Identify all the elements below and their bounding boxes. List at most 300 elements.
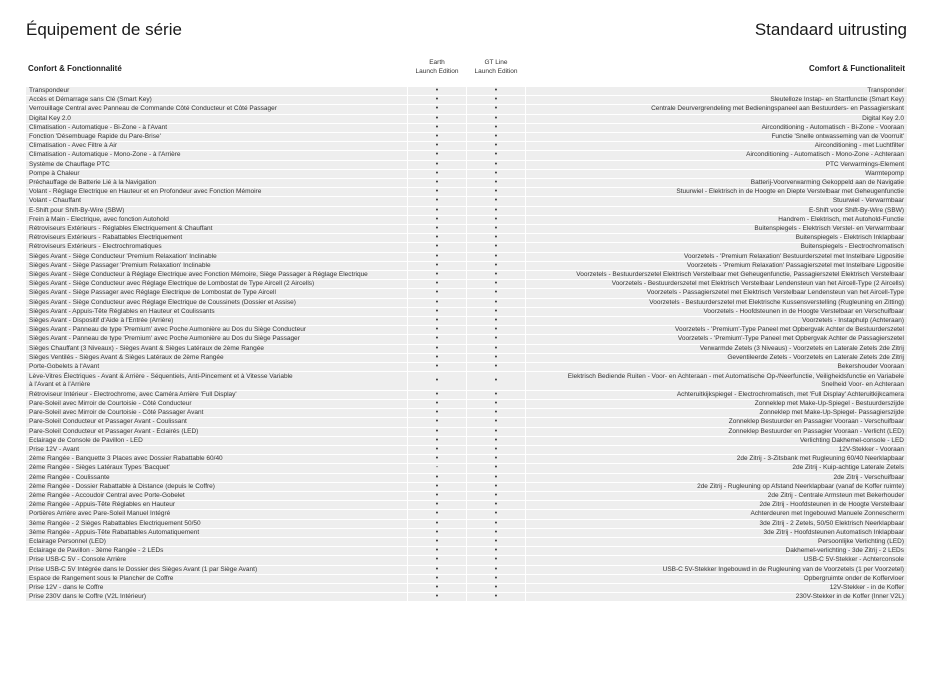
feature-nl: Bekershouder Vooraan — [837, 363, 904, 371]
earth-availability: • — [408, 161, 467, 169]
gt-line-availability: • — [467, 326, 526, 334]
page-title-fr: Équipement de série — [26, 20, 182, 39]
gt-line-availability: • — [467, 151, 526, 159]
feature-fr: Frein à Main - Électrique, avec fonction Autohold — [29, 215, 169, 223]
feature-nl: Buitenspiegels - Elektrisch Inklapbaar — [795, 234, 904, 242]
gt-line-availability: • — [467, 464, 526, 472]
feature-nl-cell — [526, 529, 907, 537]
earth-availability: • — [408, 575, 467, 583]
feature-fr-cell — [26, 584, 408, 592]
table-row — [26, 289, 907, 297]
feature-fr-cell — [26, 96, 408, 104]
feature-fr-cell — [26, 354, 408, 362]
earth-availability: • — [408, 133, 467, 141]
feature-fr-cell — [26, 409, 408, 417]
gt-line-availability: • — [467, 197, 526, 205]
feature-nl-cell — [526, 280, 907, 288]
gt-line-availability: • — [467, 437, 526, 445]
feature-nl-cell — [526, 418, 907, 426]
feature-fr: 2ème Rangée - Banquette 3 Places avec Dossier Rabattable 60/40 — [29, 455, 223, 463]
feature-fr: Sièges Avant - Siège Passager 'Premium Relaxation' Inclinable — [29, 261, 211, 269]
feature-nl-cell — [526, 124, 907, 132]
gt-line-availability: • — [467, 345, 526, 353]
table-row — [26, 529, 907, 537]
earth-availability: • — [408, 354, 467, 362]
feature-nl: 12V-Stekker - in de Koffer — [829, 583, 904, 591]
feature-nl-cell — [526, 335, 907, 343]
feature-fr: Accès et Démarrage sans Clé (Smart Key) — [29, 96, 152, 104]
gt-line-availability: • — [467, 280, 526, 288]
table-row — [26, 299, 907, 307]
feature-fr-cell — [26, 280, 408, 288]
feature-fr: Climatisation - Avec Filtre à Air — [29, 142, 118, 150]
table-row — [26, 161, 907, 169]
table-row — [26, 400, 907, 408]
feature-nl-cell — [526, 492, 907, 500]
feature-fr-cell — [26, 317, 408, 325]
feature-nl-cell — [526, 115, 907, 123]
feature-fr: Rétroviseurs Extérieurs - Électrochromatiques — [29, 243, 162, 251]
gt-line-availability: • — [467, 593, 526, 601]
column-header-gt-line1: GT Line — [484, 59, 508, 66]
feature-fr-cell — [26, 188, 408, 196]
earth-availability: • — [408, 271, 467, 279]
table-row — [26, 280, 907, 288]
gt-line-availability: • — [467, 299, 526, 307]
feature-fr: Pare-Soleil avec Mirroir de Courtoisie - Côté Passager Avant — [29, 409, 204, 417]
feature-nl-cell — [526, 262, 907, 270]
feature-nl-cell — [526, 142, 907, 150]
feature-nl-cell — [526, 243, 907, 251]
gt-line-availability: • — [467, 105, 526, 113]
feature-nl-cell — [526, 345, 907, 353]
feature-nl-cell — [526, 464, 907, 472]
earth-availability: • — [408, 400, 467, 408]
gt-line-availability: • — [467, 510, 526, 518]
feature-nl: 12V-Stekker - Vooraan — [838, 445, 904, 453]
feature-nl: Zonneklep met Make-Up-Spiegel - Bestuurderszijde — [754, 399, 904, 407]
feature-nl: USB-C 5V-Stekker - Achterconsole — [803, 556, 904, 564]
feature-fr: 2ème Rangée - Accoudoir Central avec Porte-Gobelet — [29, 491, 185, 499]
feature-fr: Prise 12V - dans le Coffre — [29, 583, 104, 591]
feature-fr: Sièges Avant - Panneau de type 'Premium' avec Poche Aumonière au Dos du Siège Conducteur — [29, 326, 306, 334]
feature-nl-cell — [526, 96, 907, 104]
feature-fr-cell — [26, 253, 408, 261]
table-row — [26, 418, 907, 426]
feature-nl: Achterdeuren met Ingebouwd Manuele Zonnescherm — [750, 510, 904, 518]
feature-fr-cell — [26, 207, 408, 215]
table-row — [26, 474, 907, 482]
table-row — [26, 428, 907, 436]
feature-fr-cell — [26, 115, 408, 123]
feature-nl-cell — [526, 225, 907, 233]
feature-nl: Airconditioning - met Luchtfilter — [814, 142, 904, 150]
table-row — [26, 593, 907, 601]
gt-line-availability: • — [467, 575, 526, 583]
feature-fr: E-Shift pour Shift-By-Wire (SBW) — [29, 206, 125, 214]
table-row — [26, 308, 907, 316]
earth-availability: • — [408, 87, 467, 95]
gt-line-availability: • — [467, 372, 526, 389]
feature-fr-cell — [26, 391, 408, 399]
gt-line-availability: • — [467, 363, 526, 371]
earth-availability: • — [408, 326, 467, 334]
table-row — [26, 243, 907, 251]
feature-fr-cell — [26, 262, 408, 270]
feature-nl: Voorzetels - 'Premium Relaxation' Passagierszetel met Instelbare Ligpositie — [686, 261, 904, 269]
gt-line-availability: • — [467, 243, 526, 251]
feature-fr: Pare-Soleil avec Mirroir de Courtoisie - Côté Conducteur — [29, 399, 192, 407]
feature-fr-cell — [26, 345, 408, 353]
table-row — [26, 197, 907, 205]
feature-fr-cell — [26, 289, 408, 297]
gt-line-availability: • — [467, 253, 526, 261]
table-row — [26, 105, 907, 113]
feature-fr-cell — [26, 529, 408, 537]
column-header-earth — [408, 58, 466, 76]
earth-availability: • — [408, 418, 467, 426]
gt-line-availability: • — [467, 96, 526, 104]
table-row — [26, 345, 907, 353]
feature-fr: Sièges Avant - Siège Passager avec Réglage Électrique de Lombostat de Type Aircell — [29, 289, 276, 297]
feature-nl: 2de Zitrij - 3-Zitsbank met Rugleuning 60/40 Neerklapbaar — [736, 455, 904, 463]
gt-line-availability: • — [467, 170, 526, 178]
feature-fr: Sièges Avant - Siège Conducteur avec Réglage Électrique de Lombostat de Type Aircell (2 Aircells) — [29, 280, 315, 288]
table-header — [26, 58, 907, 82]
feature-nl-cell — [526, 400, 907, 408]
feature-nl: Centrale Deurvergrendeling met Bedieningspaneel aan Bestuurders- en Passagierskant — [651, 105, 904, 113]
feature-fr: 2ème Rangée - Sièges Latéraux Types 'Bacquet' — [29, 464, 170, 472]
feature-nl-cell — [526, 87, 907, 95]
gt-line-availability: • — [467, 556, 526, 564]
table-row — [26, 584, 907, 592]
table-row — [26, 363, 907, 371]
feature-fr: Sièges Avant - Siège Conducteur avec Réglage Électrique de Coussinets (Dossier et Assise) — [29, 298, 296, 306]
gt-line-availability: • — [467, 391, 526, 399]
earth-availability: • — [408, 289, 467, 297]
feature-nl: 230V-Stekker in de Koffer (Inner V2L) — [795, 593, 904, 601]
feature-nl: Opbergruimte onder de Koffervloer — [803, 574, 904, 582]
feature-fr: Fonction 'Désembuage Rapide du Pare-Brise' — [29, 133, 161, 141]
gt-line-availability: • — [467, 133, 526, 141]
section-title-fr: Confort & Fonctionnalité — [28, 64, 122, 73]
feature-nl: Dakhemel-verlichting - 3de Zitrij - 2 LEDs — [785, 547, 904, 555]
feature-nl: Batterij-Voorverwarming Gekoppeld aan de Navigatie — [750, 179, 904, 187]
feature-nl-cell — [526, 510, 907, 518]
feature-fr-line2: à l'Avant et à l'Arrière — [29, 380, 91, 388]
earth-availability: • — [408, 483, 467, 491]
earth-availability: • — [408, 547, 467, 555]
gt-line-availability: • — [467, 262, 526, 270]
feature-fr: Lève-Vitres Électriques - Avant & Arrière - Séquentiels, Anti-Pincement et à Vitesse Variable — [29, 372, 293, 380]
gt-line-availability: • — [467, 142, 526, 150]
feature-fr: 3ème Rangée - 2 Sièges Rabattables Électriquement 50/50 — [29, 519, 201, 527]
table-row — [26, 547, 907, 555]
feature-fr: Portières Arrière avec Pare-Soleil Manuel Intégré — [29, 510, 171, 518]
earth-availability: • — [408, 455, 467, 463]
feature-nl: Stuurwiel - Verwarmbaar — [832, 197, 904, 205]
feature-fr-cell — [26, 428, 408, 436]
earth-availability: • — [408, 197, 467, 205]
earth-availability: • — [408, 216, 467, 224]
feature-nl-cell — [526, 317, 907, 325]
earth-availability: • — [408, 437, 467, 445]
feature-fr-cell — [26, 105, 408, 113]
earth-availability: • — [408, 151, 467, 159]
table-row — [26, 391, 907, 399]
feature-fr: Volant - Réglage Électrique en Hauteur et en Profondeur avec Fonction Mémoire — [29, 188, 262, 196]
column-header-earth-line1: Earth — [429, 59, 445, 66]
earth-availability: • — [408, 207, 467, 215]
feature-nl-cell — [526, 354, 907, 362]
feature-fr-cell — [26, 520, 408, 528]
gt-line-availability: • — [467, 409, 526, 417]
feature-fr: Transpondeur — [29, 87, 70, 94]
feature-fr-cell — [26, 308, 408, 316]
feature-fr: 2ème Rangée - Coulissante — [29, 473, 110, 481]
gt-line-availability: • — [467, 207, 526, 215]
gt-line-availability: • — [467, 446, 526, 454]
feature-nl-cell — [526, 575, 907, 583]
earth-availability: - — [408, 464, 467, 472]
feature-fr: Espace de Rangement sous le Plancher de Coffre — [29, 574, 174, 582]
feature-fr: Éclairage Personnel (LED) — [29, 537, 106, 545]
feature-nl: Voorzetels - 'Premium'-Type Paneel met Opbergvak Achter de Bestuurderszetel — [674, 326, 904, 334]
table-row — [26, 216, 907, 224]
feature-fr: Sièges Avant - Panneau de type 'Premium' avec Poche Aumonière au Dos du Siège Passager — [29, 335, 300, 343]
earth-availability: • — [408, 115, 467, 123]
feature-nl: Functie 'Snelle ontwasseming van de Voorruit' — [771, 133, 904, 141]
feature-nl-cell — [526, 501, 907, 509]
earth-availability: • — [408, 142, 467, 150]
earth-availability: • — [408, 593, 467, 601]
table-row — [26, 455, 907, 463]
table-row — [26, 556, 907, 564]
feature-nl-cell — [526, 566, 907, 574]
feature-fr: Pompe à Chaleur — [29, 169, 80, 177]
feature-fr: Sièges Avant - Siège Conducteur 'Premium Relaxation' Inclinable — [29, 252, 217, 260]
feature-fr-cell — [26, 299, 408, 307]
feature-nl-cell — [526, 363, 907, 371]
gt-line-availability: • — [467, 124, 526, 132]
feature-nl: 3de Zitrij - Hoofdsteunen Automatisch Inklapbaar — [763, 528, 904, 536]
feature-fr-cell — [26, 593, 408, 601]
feature-nl: 3de Zitrij - 2 Zetels, 50/50 Elektrisch Neerklapbaar — [759, 519, 904, 527]
feature-fr: Rétroviseurs Extérieurs - Réglables Électriquement & Chauffant — [29, 225, 213, 233]
earth-availability: • — [408, 492, 467, 500]
feature-fr-cell — [26, 335, 408, 343]
feature-nl-cell — [526, 271, 907, 279]
feature-nl: Geventileerde Zetels - Voorzetels en Laterale Zetels 2de Zitrij — [727, 353, 904, 361]
table-row — [26, 437, 907, 445]
gt-line-availability: • — [467, 529, 526, 537]
table-row — [26, 253, 907, 261]
gt-line-availability: • — [467, 400, 526, 408]
earth-availability: • — [408, 179, 467, 187]
feature-nl: Voorzetels - Bestuurderszetel Elektrisch Verstelbaar met Geheugenfunctie, Passagierszetel Elektrisch Verstelbaar — [576, 271, 904, 279]
feature-nl: Stuurwiel - Elektrisch in de Hoogte en Diepte Verstelbaar met Geheugenfunctie — [676, 188, 904, 196]
feature-fr: 2ème Rangée - Appuis-Tête Réglables en Hauteur — [29, 501, 175, 509]
feature-nl-cell — [526, 437, 907, 445]
table-row — [26, 179, 907, 187]
equipment-table — [26, 86, 907, 602]
table-row — [26, 492, 907, 500]
gt-line-availability: • — [467, 225, 526, 233]
table-row — [26, 538, 907, 546]
gt-line-availability: • — [467, 520, 526, 528]
table-row — [26, 501, 907, 509]
feature-nl: Verwarmde Zetels (3 Niveaus) - Voorzetels en Laterale Zetels 2de Zitrij — [699, 344, 904, 352]
gt-line-availability: • — [467, 179, 526, 187]
earth-availability: • — [408, 308, 467, 316]
feature-fr: Sièges Avant - Appuis-Tête Réglables en Hauteur et Coulissants — [29, 307, 215, 315]
feature-nl: Achteruitkijkspiegel - Electrochromatisch, met 'Full Display' Achteruitkijkcamera — [676, 390, 904, 398]
gt-line-availability: • — [467, 455, 526, 463]
feature-nl-cell — [526, 474, 907, 482]
column-header-earth-line2: Launch Edition — [415, 68, 459, 75]
feature-fr: Digital Key 2.0 — [29, 114, 71, 122]
table-row — [26, 225, 907, 233]
gt-line-availability: • — [467, 335, 526, 343]
gt-line-availability: • — [467, 492, 526, 500]
feature-nl: Voorzetels - Instaphulp (Achteraan) — [802, 317, 904, 325]
feature-nl-cell — [526, 446, 907, 454]
feature-nl-cell — [526, 179, 907, 187]
feature-nl: 2de Zitrij - Centrale Armsteun met Bekerhouder — [767, 491, 904, 499]
gt-line-availability: • — [467, 538, 526, 546]
feature-nl-cell — [526, 105, 907, 113]
column-header-gt-line — [467, 58, 525, 76]
feature-fr: 2ème Rangée - Dossier Rabattable à Distance (depuis le Coffre) — [29, 482, 215, 490]
feature-nl-cell — [526, 133, 907, 141]
earth-availability: • — [408, 363, 467, 371]
feature-fr: Rétroviseurs Extérieurs - Rabattables Électriquement — [29, 234, 183, 242]
feature-nl: 2de Zitrij - Hoofdsteunen in de Hoogte Verstelbaar — [759, 501, 904, 509]
table-row — [26, 96, 907, 104]
feature-fr-cell — [26, 464, 408, 472]
feature-fr: Prise 230V dans le Coffre (V2L Intérieur) — [29, 593, 147, 601]
feature-fr-cell — [26, 474, 408, 482]
feature-fr-cell — [26, 492, 408, 500]
earth-availability: • — [408, 225, 467, 233]
feature-fr-cell — [26, 501, 408, 509]
feature-nl: Persoonlijke Verlichting (LED) — [818, 537, 904, 545]
feature-fr: Sièges Avant - Siège Conducteur à Réglage Électrique avec Fonction Mémoire, Siège Passager à Réglage Électrique — [29, 271, 368, 279]
feature-nl-cell — [526, 455, 907, 463]
table-row — [26, 510, 907, 518]
feature-fr-cell — [26, 179, 408, 187]
gt-line-availability: • — [467, 188, 526, 196]
feature-nl-cell — [526, 289, 907, 297]
gt-line-availability: • — [467, 483, 526, 491]
table-row — [26, 234, 907, 242]
feature-nl-cell — [526, 308, 907, 316]
gt-line-availability: • — [467, 474, 526, 482]
feature-fr: Prise 12V - Avant — [29, 445, 80, 453]
earth-availability: • — [408, 188, 467, 196]
feature-nl-line2: Snelheid Voor- en Achteraan — [821, 380, 904, 388]
earth-availability: • — [408, 391, 467, 399]
feature-nl-cell — [526, 520, 907, 528]
feature-nl: Airconditioning - Automatisch - Mono-Zone - Achteraan — [746, 151, 904, 159]
earth-availability: • — [408, 584, 467, 592]
feature-fr-cell — [26, 418, 408, 426]
table-row — [26, 170, 907, 178]
feature-fr: Système de Chauffage PTC — [29, 160, 110, 168]
table-row — [26, 271, 907, 279]
feature-nl-cell — [526, 483, 907, 491]
feature-fr-cell — [26, 372, 408, 389]
feature-fr-cell — [26, 170, 408, 178]
table-row — [26, 142, 907, 150]
gt-line-availability: • — [467, 308, 526, 316]
feature-nl: 2de Zitrij - Rugleuning op Afstand Neerklapbaar (vanaf de Koffer ruimte) — [697, 482, 904, 490]
earth-availability: • — [408, 262, 467, 270]
feature-fr-cell — [26, 566, 408, 574]
feature-fr-cell — [26, 538, 408, 546]
earth-availability: • — [408, 409, 467, 417]
gt-line-availability: • — [467, 87, 526, 95]
feature-nl: Zonneklep met Make-Up-Spiegel- Passagierszijde — [759, 409, 904, 417]
earth-availability: • — [408, 566, 467, 574]
table-row — [26, 87, 907, 95]
feature-nl: Zonneklep Bestuurder en Passagier Vooraan - Verschuifbaar — [728, 418, 904, 426]
table-row — [26, 520, 907, 528]
feature-fr-cell — [26, 575, 408, 583]
feature-fr-cell — [26, 510, 408, 518]
feature-fr: Prise USB-C 5V - Console Arrière — [29, 556, 127, 564]
feature-nl: E-Shift voor Shift-By-Wire (SBW) — [809, 206, 904, 214]
feature-fr-cell — [26, 87, 408, 95]
feature-fr-cell — [26, 326, 408, 334]
feature-nl-cell — [526, 409, 907, 417]
feature-nl: Elektrisch Bediende Ruiten - Voor- en Achteraan - met Automatische Op-/Neerfunctie, Veiligheidsfunctie en Variabele — [567, 372, 904, 380]
earth-availability: • — [408, 474, 467, 482]
feature-fr-cell — [26, 271, 408, 279]
table-row — [26, 133, 907, 141]
table-row — [26, 483, 907, 491]
feature-nl-cell — [526, 234, 907, 242]
feature-nl-cell — [526, 391, 907, 399]
earth-availability: • — [408, 234, 467, 242]
feature-nl-cell — [526, 556, 907, 564]
feature-fr-cell — [26, 234, 408, 242]
feature-fr-cell — [26, 133, 408, 141]
feature-nl-cell — [526, 299, 907, 307]
table-row — [26, 566, 907, 574]
earth-availability: • — [408, 299, 467, 307]
table-row — [26, 326, 907, 334]
feature-nl: Warmtepomp — [865, 169, 904, 177]
feature-fr-cell — [26, 455, 408, 463]
column-header-gt-line2: Launch Edition — [474, 68, 518, 75]
feature-nl: Transponder — [867, 87, 904, 94]
feature-nl: Airconditioning - Automatisch - Bi-Zone - Vooraan — [761, 123, 904, 131]
feature-fr: Éclairage de Console de Pavillon - LED — [29, 436, 143, 444]
feature-nl: Handrem - Elektrisch, met Autohold-Functie — [778, 215, 904, 223]
earth-availability: • — [408, 96, 467, 104]
feature-fr-cell — [26, 363, 408, 371]
section-title-nl: Comfort & Functionaliteit — [809, 64, 905, 73]
feature-nl: Voorzetels - Bestuurderszetel met Elektrische Kussensverstelling (Rugleuning en Zitting) — [649, 298, 904, 306]
feature-nl-cell — [526, 197, 907, 205]
feature-nl: 2de Zitrij - Kuip-achtige Laterale Zetels — [792, 464, 904, 472]
feature-fr: Porte-Gobelets à l'Avant — [29, 363, 100, 371]
feature-nl: Verlichting Dakhemel-console - LED — [799, 436, 904, 444]
page-title-nl: Standaard uitrusting — [754, 20, 907, 39]
feature-nl: Voorzetels - Bestuurderszetel met Elektrisch Verstelbaar Lendensteun van het Aircell-Type (2 Aircells) — [611, 280, 904, 288]
earth-availability: • — [408, 372, 467, 389]
